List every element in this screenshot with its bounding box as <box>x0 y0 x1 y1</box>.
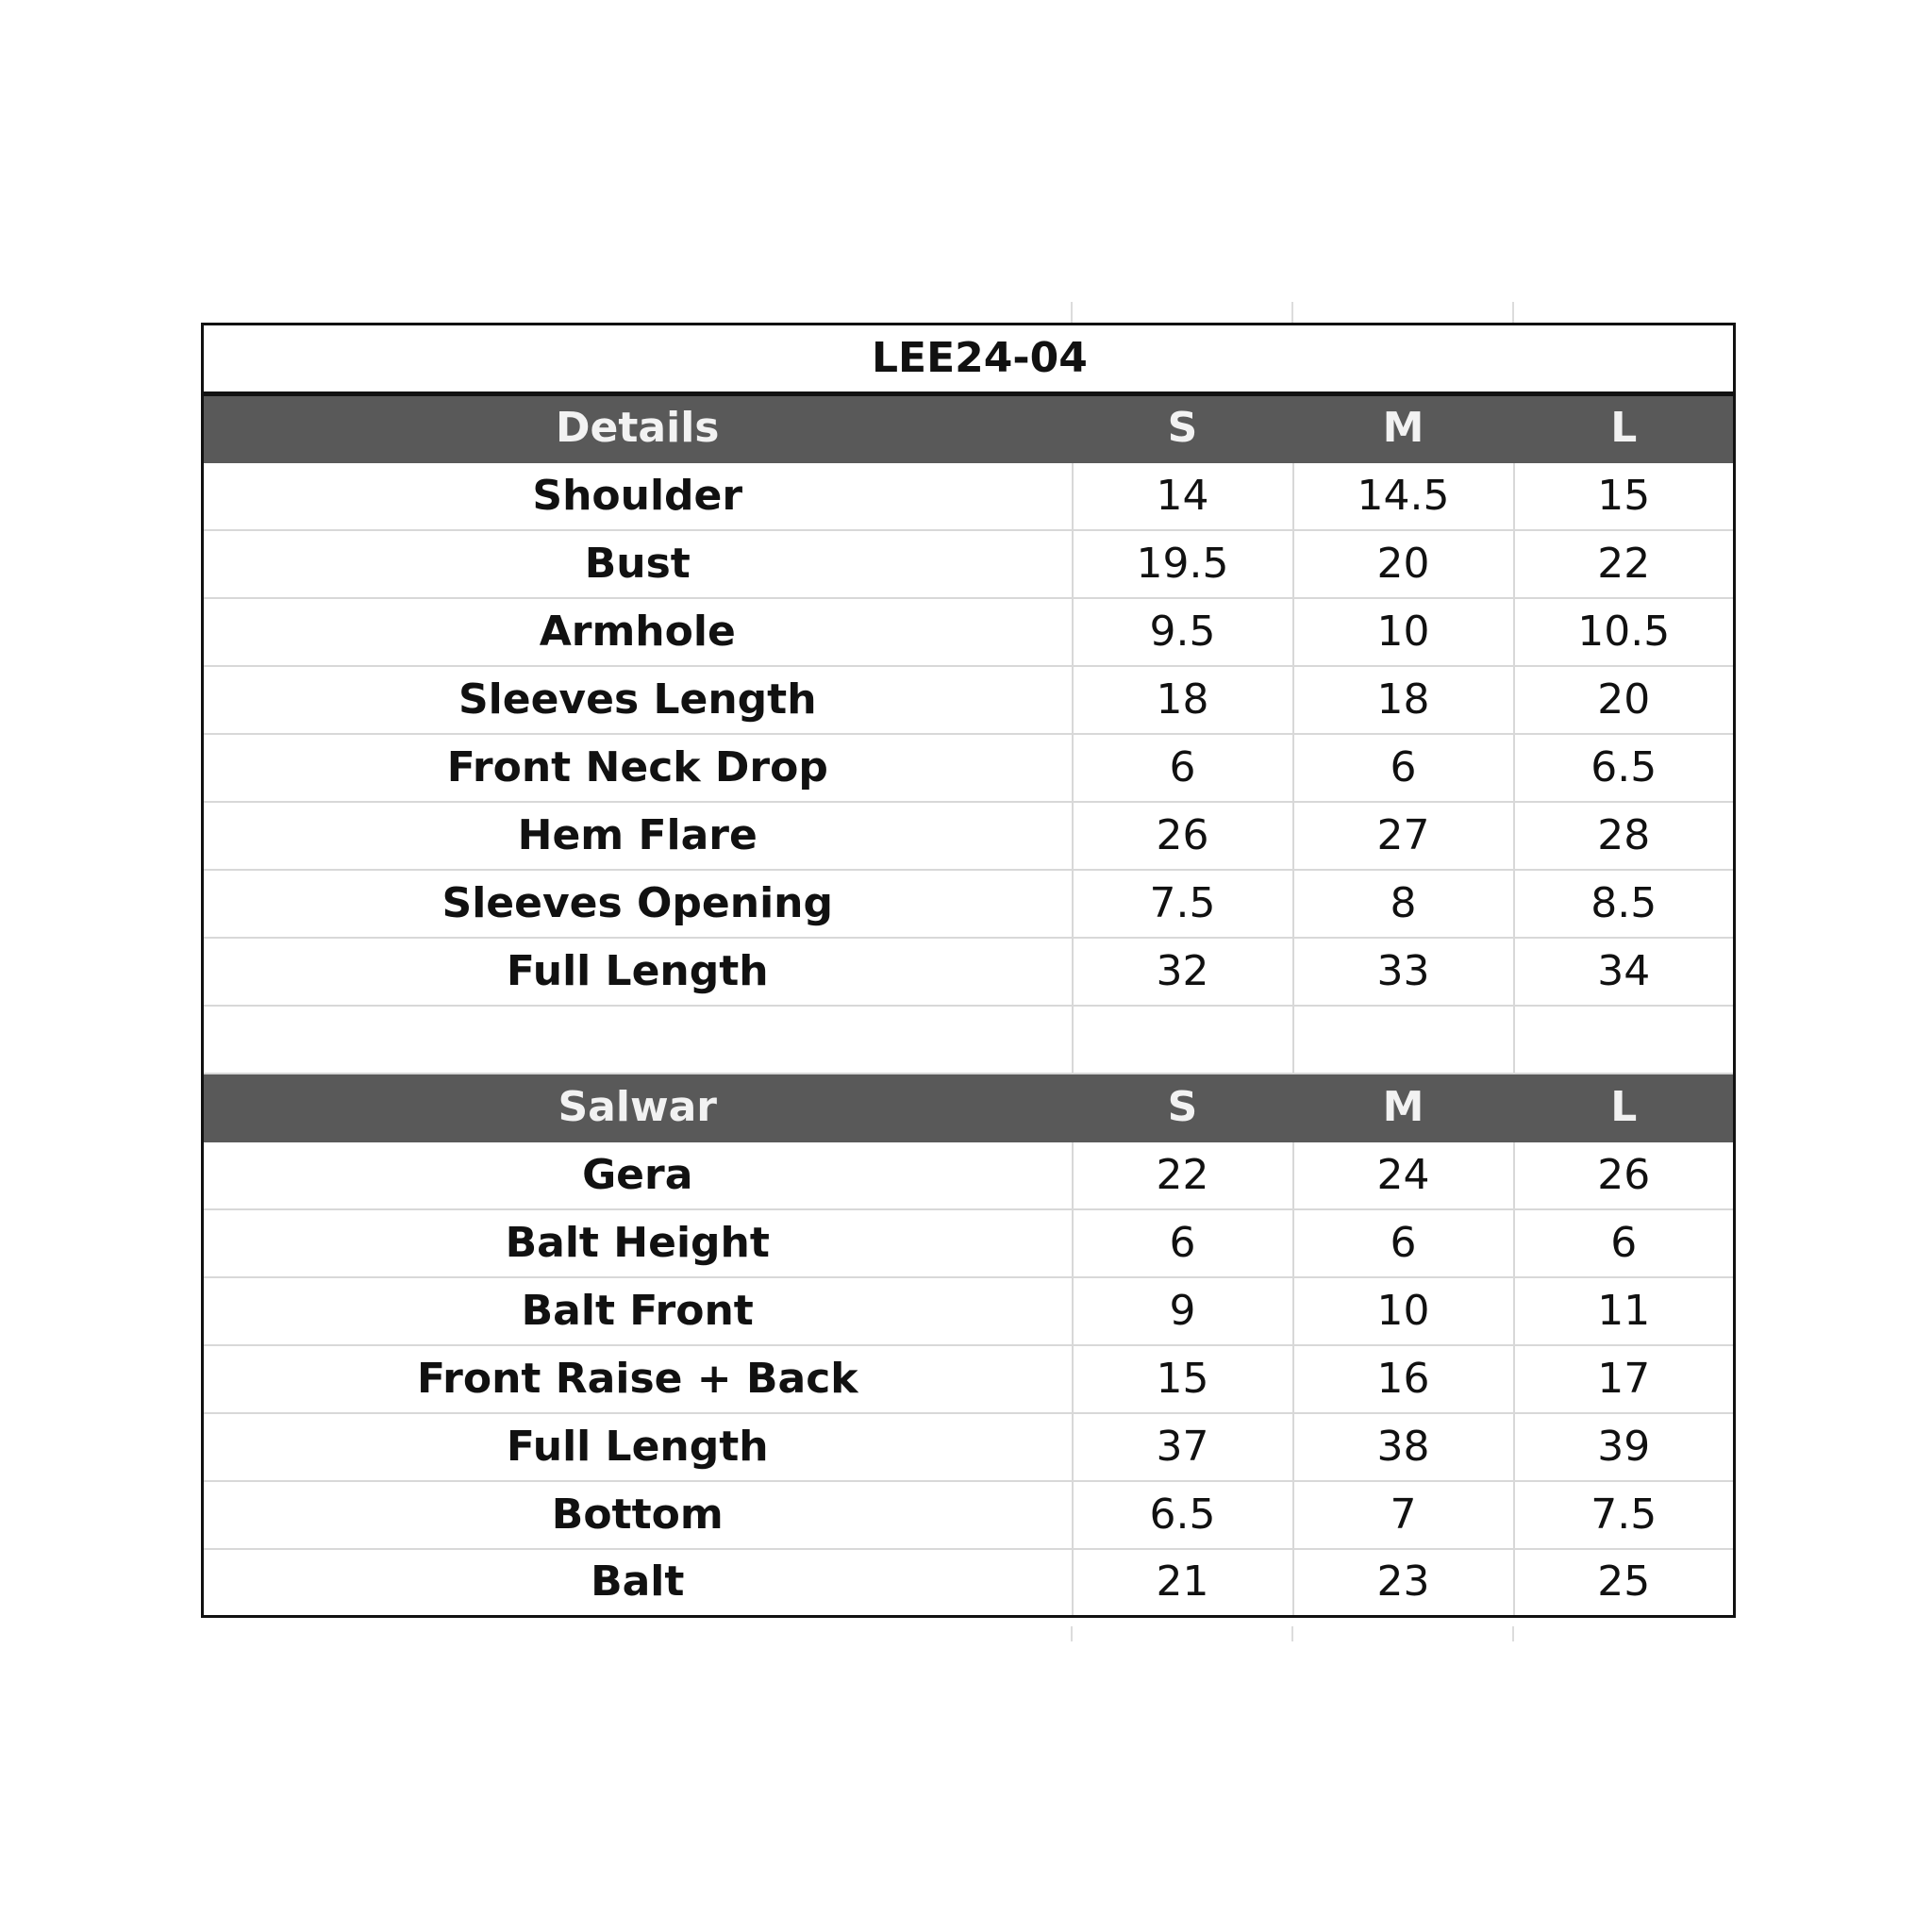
measurement-value: 25 <box>1514 1549 1735 1617</box>
measurement-value: 10 <box>1293 598 1514 666</box>
measurement-value: 14 <box>1073 462 1293 530</box>
measurement-value: 26 <box>1514 1141 1735 1209</box>
measurement-value: 18 <box>1293 666 1514 734</box>
measurement-row <box>203 938 1735 1006</box>
measurement-row <box>203 1209 1735 1277</box>
measurement-row <box>203 598 1735 666</box>
measurement-label: Hem Flare <box>203 802 1073 870</box>
measurement-label: Bust <box>203 530 1073 598</box>
measurement-value: 9 <box>1073 1277 1293 1345</box>
measurement-value: 24 <box>1293 1141 1514 1209</box>
measurement-value: 8.5 <box>1514 870 1735 938</box>
gridline-stub <box>1512 1626 1514 1641</box>
measurement-label: Sleeves Length <box>203 666 1073 734</box>
gridline-stub <box>1071 1626 1073 1641</box>
measurement-row <box>203 1277 1735 1345</box>
measurement-label: Balt Height <box>203 1209 1073 1277</box>
measurement-value: 20 <box>1293 530 1514 598</box>
measurement-value: 17 <box>1514 1345 1735 1413</box>
empty-cell <box>1293 1006 1514 1074</box>
measurement-label: Armhole <box>203 598 1073 666</box>
measurement-value: 8 <box>1293 870 1514 938</box>
measurement-value: 21 <box>1073 1549 1293 1617</box>
size-header: L <box>1514 394 1735 462</box>
measurement-row <box>203 666 1735 734</box>
gridline-stub <box>1512 302 1514 323</box>
measurement-value: 18 <box>1073 666 1293 734</box>
measurement-value: 16 <box>1293 1345 1514 1413</box>
measurement-value: 15 <box>1073 1345 1293 1413</box>
section-header-row <box>203 394 1735 462</box>
empty-cell <box>1073 1006 1293 1074</box>
gridline-stub <box>1071 302 1073 323</box>
measurement-value: 6 <box>1073 1209 1293 1277</box>
size-header: S <box>1073 1074 1293 1141</box>
measurement-value: 10.5 <box>1514 598 1735 666</box>
measurement-value: 7 <box>1293 1481 1514 1549</box>
empty-cell <box>203 1006 1073 1074</box>
measurement-value: 37 <box>1073 1413 1293 1481</box>
measurement-value: 32 <box>1073 938 1293 1006</box>
measurement-label: Sleeves Opening <box>203 870 1073 938</box>
measurement-value: 9.5 <box>1073 598 1293 666</box>
section-header-label: Details <box>203 394 1073 462</box>
measurement-label: Full Length <box>203 1413 1073 1481</box>
measurement-row <box>203 802 1735 870</box>
measurement-value: 6 <box>1514 1209 1735 1277</box>
size-chart-table <box>201 323 1736 1618</box>
measurement-label: Balt <box>591 1557 685 1607</box>
measurement-value: 34 <box>1514 938 1735 1006</box>
measurement-value: 28 <box>1514 802 1735 870</box>
gridline-stub <box>1291 302 1293 323</box>
measurement-value: 6 <box>1293 734 1514 802</box>
empty-cell <box>1514 1006 1735 1074</box>
measurement-value: 26 <box>1073 802 1293 870</box>
size-header: L <box>1514 1074 1735 1141</box>
measurement-row <box>203 530 1735 598</box>
measurement-value: 15 <box>1514 462 1735 530</box>
measurement-row <box>203 1549 1735 1617</box>
measurement-value: 14.5 <box>1293 462 1514 530</box>
measurement-value: 7.5 <box>1073 870 1293 938</box>
measurement-value: 6.5 <box>1514 734 1735 802</box>
measurement-label: Balt Front <box>203 1277 1073 1345</box>
measurement-value: 7.5 <box>1514 1481 1735 1549</box>
measurement-label: Full Length <box>203 938 1073 1006</box>
measurement-value: 19.5 <box>1073 530 1293 598</box>
measurement-value: 33 <box>1293 938 1514 1006</box>
measurement-value: 39 <box>1514 1413 1735 1481</box>
measurement-label: Front Raise + Back <box>203 1345 1073 1413</box>
measurement-value: 6.5 <box>1073 1481 1293 1549</box>
measurement-label: Gera <box>203 1141 1073 1209</box>
measurement-value: 6 <box>1073 734 1293 802</box>
measurement-row <box>203 1481 1735 1549</box>
measurement-value: 10 <box>1293 1277 1514 1345</box>
measurement-row <box>203 870 1735 938</box>
measurement-value: 27 <box>1293 802 1514 870</box>
measurement-value: 11 <box>1514 1277 1735 1345</box>
size-chart-sheet <box>201 323 1733 1618</box>
measurement-value: 20 <box>1514 666 1735 734</box>
measurement-row <box>203 734 1735 802</box>
measurement-value: 38 <box>1293 1413 1514 1481</box>
measurement-row <box>203 1345 1735 1413</box>
measurement-label: Front Neck Drop <box>203 734 1073 802</box>
size-header: M <box>1293 394 1514 462</box>
measurement-row <box>203 462 1735 530</box>
section-header-row <box>203 1074 1735 1141</box>
section-header-label: Salwar <box>203 1074 1073 1141</box>
measurement-row <box>203 1413 1735 1481</box>
measurement-value: 6 <box>1293 1209 1514 1277</box>
title-row <box>203 325 1735 394</box>
chart-title: LEE24-04 <box>203 325 1735 394</box>
spacer-row <box>203 1006 1735 1074</box>
measurement-value: 22 <box>1073 1141 1293 1209</box>
measurement-label: Bottom <box>203 1481 1073 1549</box>
measurement-row <box>203 1141 1735 1209</box>
measurement-value: 22 <box>1514 530 1735 598</box>
gridline-stub <box>1291 1626 1293 1641</box>
measurement-label: Shoulder <box>203 462 1073 530</box>
size-header: S <box>1073 394 1293 462</box>
measurement-value: 23 <box>1293 1549 1514 1617</box>
size-header: M <box>1293 1074 1514 1141</box>
